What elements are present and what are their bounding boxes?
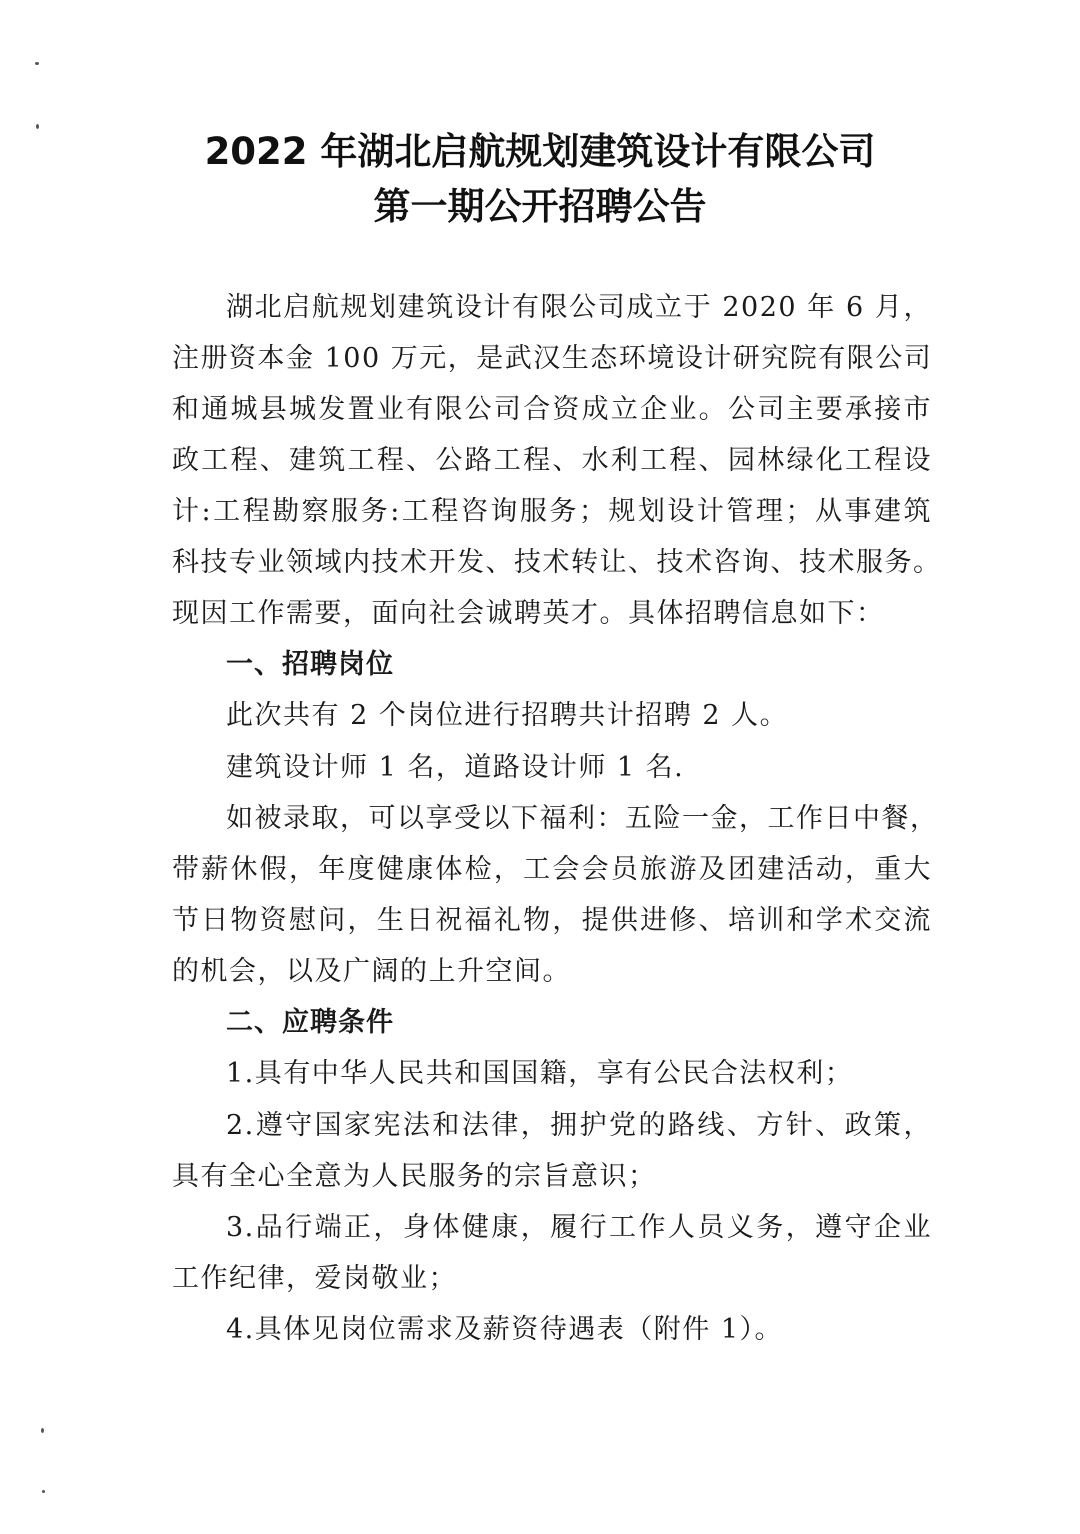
section-heading-positions: 一、招聘岗位: [226, 649, 394, 680]
condition-item-continued: 具有全心全意为人民服务的宗旨意识；: [172, 1161, 657, 1192]
paragraph-line: 建筑设计师 1 名，道路设计师 1 名.: [226, 752, 685, 783]
scan-speck: [42, 1490, 45, 1493]
paragraph-line: 的机会，以及广阔的上升空间。: [172, 956, 571, 987]
condition-item: 4.具体见岗位需求及薪资待遇表（附件 1）。: [226, 1314, 784, 1345]
paragraph-line: 节日物资慰问，生日祝福礼物，提供进修、培训和学术交流: [172, 905, 932, 936]
paragraph-line: 和通城县城发置业有限公司合资成立企业。公司主要承接市: [172, 394, 932, 425]
document-title-line2: 第一期公开招聘公告: [373, 185, 707, 228]
paragraph-line: 政工程、建筑工程、公路工程、水利工程、园林绿化工程设: [172, 445, 932, 476]
condition-item: 2.遵守国家宪法和法律，拥护党的路线、方针、政策，: [226, 1110, 932, 1141]
paragraph-line: 注册资本金 100 万元，是武汉生态环境设计研究院有限公司: [172, 343, 933, 374]
paragraph-line: 如被录取，可以享受以下福利：五险一金，工作日中餐，: [226, 803, 939, 834]
paragraph-line: 现因工作需要，面向社会诚聘英才。具体招聘信息如下：: [172, 598, 885, 629]
condition-item: 3.品行端正，身体健康，履行工作人员义务，遵守企业: [226, 1212, 932, 1243]
document-title-line1: 2022 年湖北启航规划建筑设计有限公司: [204, 130, 876, 173]
condition-item: 1.具有中华人民共和国国籍，享有公民合法权利；: [226, 1058, 854, 1089]
paragraph-line: 带薪休假，年度健康体检，工会会员旅游及团建活动，重大: [172, 854, 932, 885]
section-heading-requirements: 二、应聘条件: [226, 1007, 394, 1038]
paragraph-line: 此次共有 2 个岗位进行招聘共计招聘 2 人。: [226, 700, 789, 731]
paragraph-line: 湖北启航规划建筑设计有限公司成立于 2020 年 6 月，: [226, 292, 932, 323]
condition-item-continued: 工作纪律，爱岗敬业；: [172, 1263, 457, 1294]
paragraph-line: 计:工程勘察服务:工程咨询服务；规划设计管理；从事建筑: [172, 496, 932, 527]
scan-speck: [35, 62, 39, 65]
scan-speck: [41, 1428, 44, 1433]
paragraph-line: 科技专业领域内技术开发、技术转让、技术咨询、技术服务。: [172, 547, 942, 578]
